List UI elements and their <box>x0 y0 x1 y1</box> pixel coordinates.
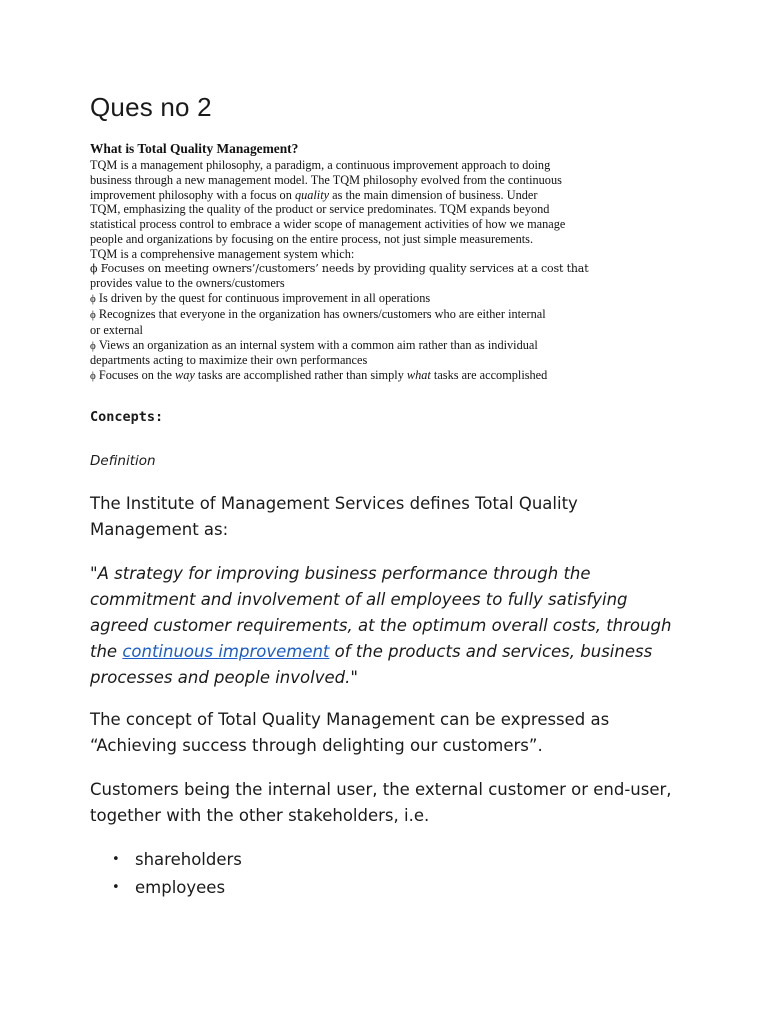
tqm-bullet <box>90 368 590 384</box>
bullet-4-line-2: departments acting to maximize their own performances <box>90 353 368 368</box>
list-item: • shareholders <box>90 846 242 874</box>
intro-line-5: statistical process control to embrace a wider scope of management activities of how we manage <box>90 217 566 232</box>
tqm-bullet <box>90 291 590 307</box>
bullet-2-line-1: Is driven by the quest for continuous improvement in all operations <box>98 291 431 306</box>
phi-bullet-icon: ϕ <box>90 370 96 383</box>
list-item: • employees <box>90 874 242 902</box>
intro-line-3: improvement philosophy with a focus on <box>90 187 295 202</box>
definition-intro: The Institute of Management Services defines Total Quality Management as: <box>90 494 578 539</box>
bullet-3-line-1: Recognizes that everyone in the organization has owners/customers who are either internal <box>98 306 546 321</box>
phi-bullet-icon: ϕ <box>90 308 96 321</box>
intro-line-4: TQM, emphasizing the quality of the product or service predominates. TQM expands beyond <box>90 202 550 217</box>
intro-quality-word: quality <box>294 187 330 202</box>
phi-bullet-icon: ϕ <box>90 339 96 352</box>
bullet-5-text-a: Focuses on the <box>98 368 176 383</box>
quote-text-after: of the products and services, business processes and people involved." <box>90 642 653 687</box>
bullet-1-line-2: provides value to the owners/customers <box>90 276 285 291</box>
stakeholders-list <box>90 846 242 902</box>
concepts-heading: Concepts: <box>90 409 164 425</box>
tqm-bullet <box>90 338 590 354</box>
concept-expression: The concept of Total Quality Management can be expressed as “Achieving success through delighting our customers”. <box>90 710 610 755</box>
tqm-intro <box>90 158 590 262</box>
intro-line-3-end: as the main dimension of business. Under <box>329 187 538 202</box>
definition-quote <box>90 561 680 691</box>
intro-line-7: TQM is a comprehensive management system which: <box>90 246 355 261</box>
bullet-5-text-e: tasks are accomplished <box>430 368 548 383</box>
intro-line-1: TQM is a management philosophy, a paradigm, a continuous improvement approach to doing <box>90 158 551 172</box>
phi-bullet-icon: ϕ <box>90 293 96 306</box>
bullet-5-what-word: what <box>406 368 431 383</box>
quote-text-before: "A strategy for improving business performance through the commitment and involvement of all employees to fully satisfying agreed customer requirements, at the optimum overall costs, through the <box>90 564 672 661</box>
tqm-heading: What is Total Quality Management? <box>90 141 299 156</box>
tqm-bullet <box>90 262 590 277</box>
continuous-improvement-link[interactable]: continuous improvement <box>122 642 330 661</box>
intro-line-6: people and organizations by focusing on the entire process, not just simple measurements. <box>90 231 534 246</box>
bullet-5-way-word: way <box>175 368 195 383</box>
definition-heading: Definition <box>90 453 156 469</box>
customers-text: Customers being the internal user, the external customer or end-user, together with the other stakeholders, i.e. <box>90 780 672 825</box>
intro-line-2: business through a new management model. The TQM philosophy evolved from the continuous <box>90 172 562 187</box>
bullet-5-text-c: tasks are accomplished rather than simply <box>194 368 407 383</box>
tqm-bullet <box>90 307 590 323</box>
bullet-4-line-1: Views an organization as an internal system with a common aim rather than as individual <box>98 337 538 352</box>
question-title: Ques no 2 <box>90 92 212 122</box>
tqm-section <box>90 141 590 384</box>
bullet-3-line-2: or external <box>90 322 143 337</box>
phi-bullet-icon: ϕ <box>90 261 98 275</box>
bullet-1-line-1: Focuses on meeting owners’/customers’ needs by providing quality services at a cost that <box>100 261 589 275</box>
